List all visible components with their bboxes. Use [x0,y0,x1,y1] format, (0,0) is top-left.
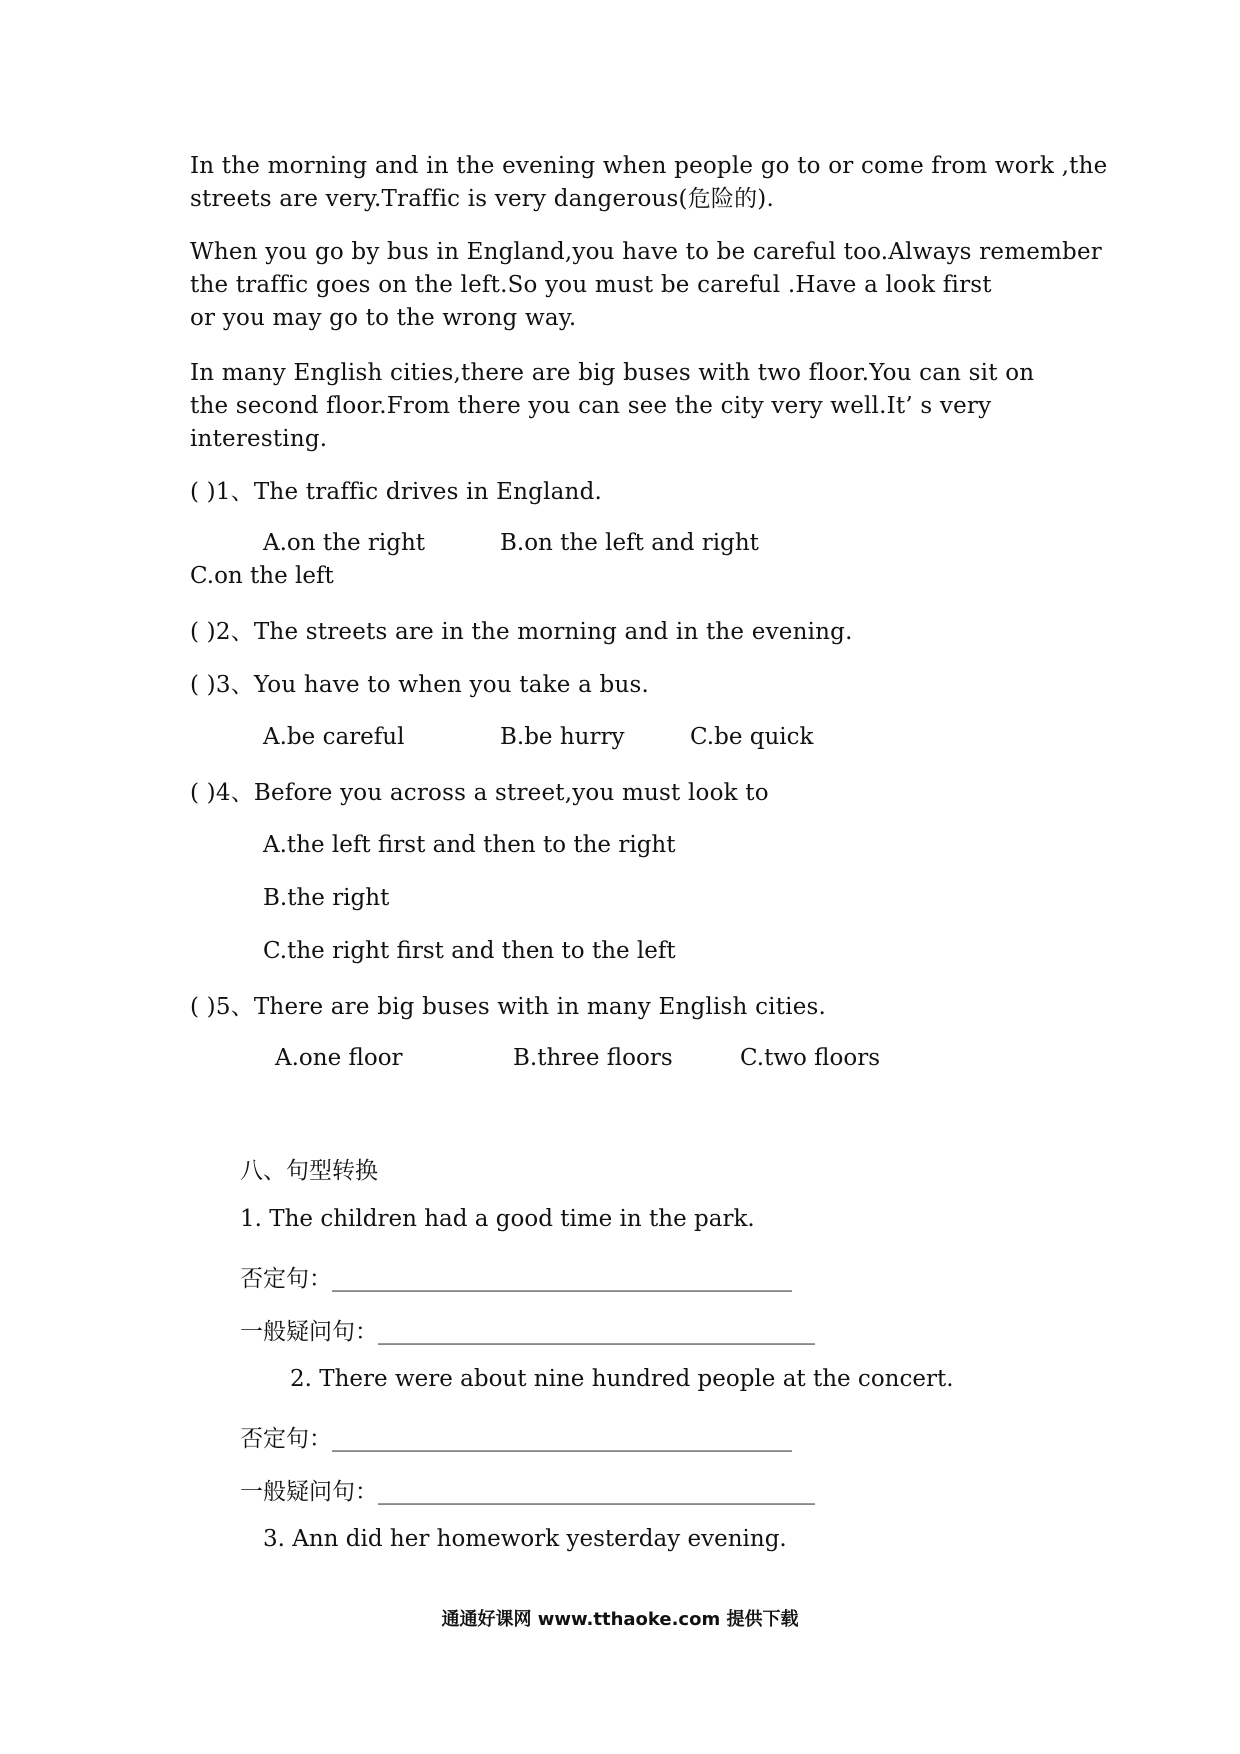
transform-sentence-1: 1. The children had a good time in the park. [240,1206,755,1232]
negative-answer-blank[interactable]: ________________________________________ [332,1426,792,1452]
passage-line: or you may go to the wrong way. [190,305,577,331]
negative-label: 否定句： [240,1266,332,1292]
transform-sentence-2: 2. There were about nine hundred people at the concert. [290,1366,954,1392]
question-label: 一般疑问句： [240,1479,378,1505]
passage-line: In the morning and in the evening when people go to or come from work ,the [190,153,1108,179]
question-label: 一般疑问句： [240,1319,378,1345]
negative-answer-blank[interactable]: ________________________________________ [332,1266,792,1292]
question-stem-1: ( )1、The traffic drives in England. [190,479,603,505]
q1-option-c: C.on the left [190,563,334,589]
negative-row-2 [240,1420,792,1453]
passage-line: streets are very.Traffic is very dangerous(危险的). [190,186,774,212]
footer-download-note: 通通好课网 www.tthaoke.com 提供下载 [441,1609,799,1630]
negative-label: 否定句： [240,1426,332,1452]
section-heading: 八、句型转换 [240,1158,378,1184]
q4-option-a: A.the left first and then to the right [263,832,676,858]
passage-line: the traffic goes on the left.So you must be careful .Have a look first [190,272,992,298]
q4-option-b: B.the right [263,885,390,911]
question-answer-blank[interactable]: ______________________________________ [378,1479,815,1505]
passage-line: interesting. [190,426,328,452]
transform-sentence-3: 3. Ann did her homework yesterday evening. [263,1526,787,1552]
q3-option-c: C.be quick [690,724,814,750]
question-row-1 [240,1313,815,1346]
question-stem-3: ( )3、You have to when you take a bus. [190,672,649,698]
negative-row-1 [240,1260,792,1293]
question-stem-4: ( )4、Before you across a street,you must look to [190,780,769,806]
q5-option-c: C.two floors [740,1045,881,1071]
q5-option-b: B.three floors [513,1045,673,1071]
q1-option-a: A.on the right [263,530,425,556]
question-stem-2: ( )2、The streets are in the morning and in the evening. [190,619,853,645]
q4-option-c: C.the right first and then to the left [263,938,676,964]
passage-line: When you go by bus in England,you have to be careful too.Always remember [190,239,1102,265]
q1-option-b: B.on the left and right [500,530,759,556]
question-answer-blank[interactable]: ______________________________________ [378,1319,815,1345]
passage-line: the second floor.From there you can see the city very well.It’ s very [190,393,992,419]
passage-line: In many English cities,there are big buses with two floor.You can sit on [190,360,1035,386]
question-row-2 [240,1473,815,1506]
q3-option-b: B.be hurry [500,724,625,750]
question-stem-5: ( )5、There are big buses with in many English cities. [190,994,827,1020]
q5-option-a: A.one floor [275,1045,403,1071]
q3-option-a: A.be careful [263,724,405,750]
